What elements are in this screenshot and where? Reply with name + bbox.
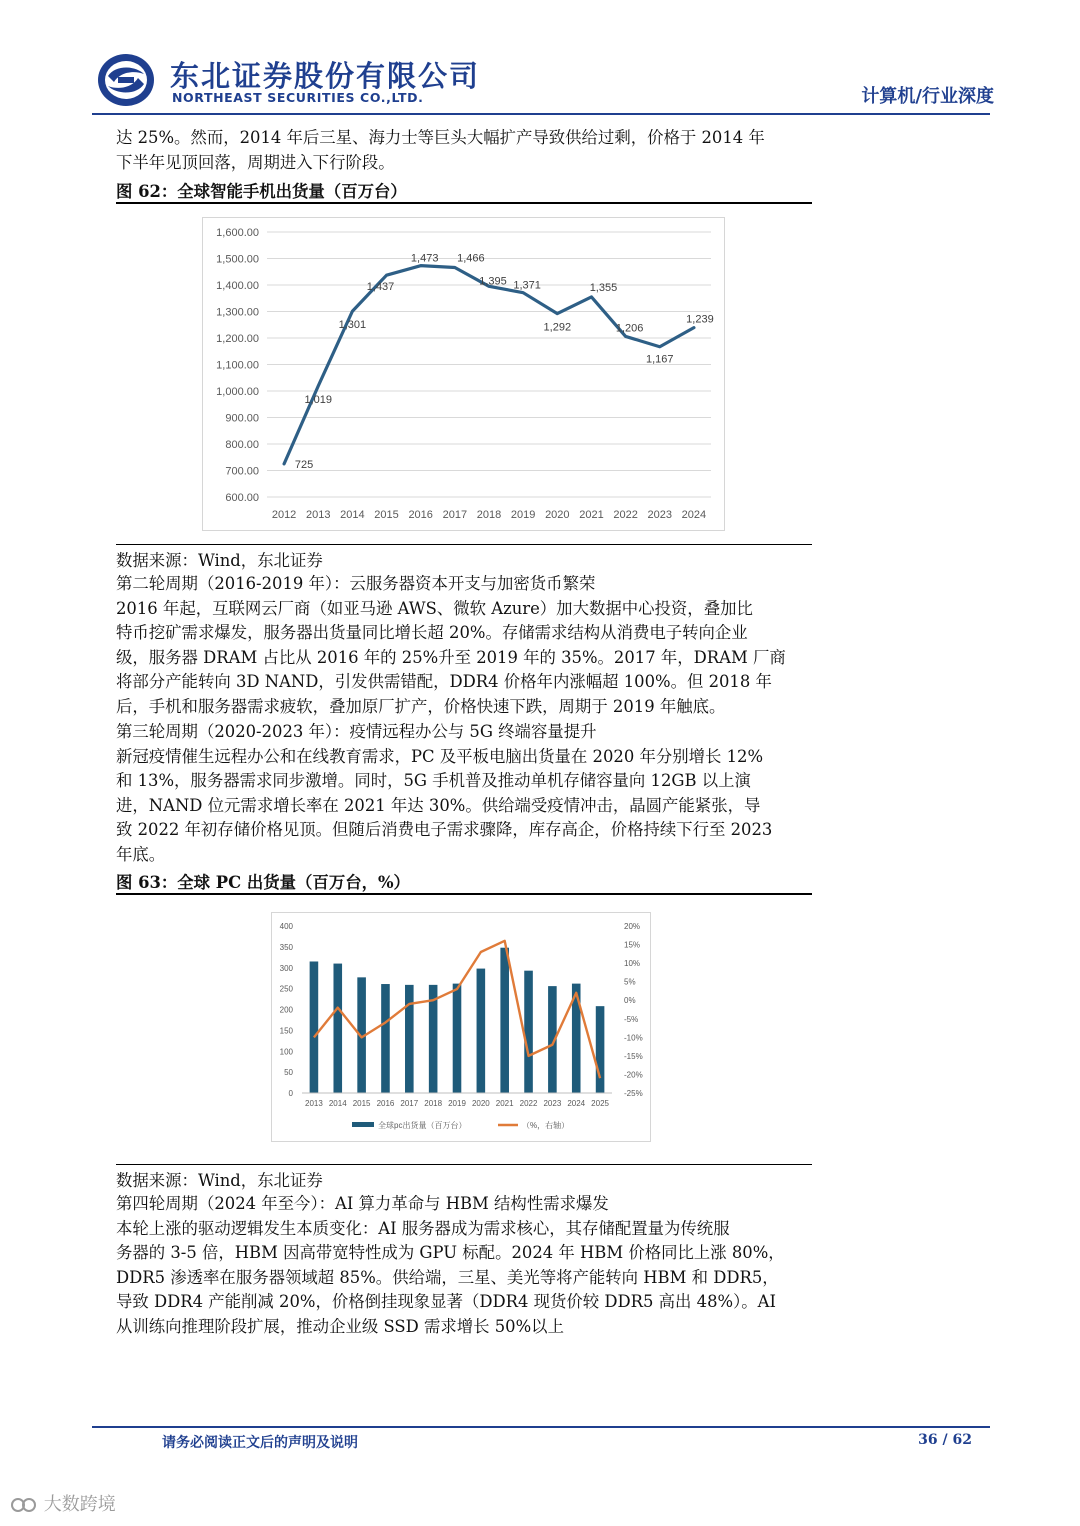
- data-label: 1,437: [366, 281, 395, 294]
- figure-63-bottom-rule: [116, 1164, 812, 1165]
- y-tick-label: 900.00: [225, 412, 259, 425]
- smartphone-shipments-line-chart: [203, 218, 724, 530]
- dashujk-logo-icon: [10, 1495, 38, 1515]
- y-right-tick-label: 15%: [624, 940, 641, 950]
- y-tick-label: 1,100.00: [216, 359, 259, 372]
- y-tick-label: 600.00: [225, 492, 259, 504]
- y-left-tick-label: 350: [279, 942, 293, 952]
- x-tick-label: 2023: [543, 1099, 562, 1108]
- y-left-tick-label: 0: [288, 1089, 293, 1098]
- y-left-tick-label: 200: [279, 1005, 293, 1015]
- company-logo: [96, 52, 156, 108]
- y-tick-label: 1,400.00: [216, 280, 259, 292]
- text-line: 进，NAND 位元需求增长率在 2021 年达 30%。供给端受疫情冲击，晶圆产能紧张，导: [116, 795, 761, 815]
- x-tick-label: 2014: [340, 509, 365, 521]
- data-label: 725: [294, 458, 314, 471]
- company-name-en: NORTHEAST SECURITIES CO.,LTD.: [172, 90, 424, 105]
- round2-section: [116, 572, 830, 720]
- x-tick-label: 2024: [681, 509, 707, 521]
- watermark-text: 大数跨境: [43, 1494, 116, 1515]
- figure-63-source: 数据来源：Wind，东北证券: [116, 1171, 323, 1190]
- round2-heading: 第二轮周期（2016-2019 年）：云服务器资本开支与加密货币繁荣: [116, 574, 596, 593]
- y-tick-label: 1,300.00: [216, 306, 259, 319]
- bar: [477, 969, 486, 1093]
- x-tick-label: 2015: [352, 1099, 371, 1108]
- y-tick-label: 1,200.00: [216, 333, 259, 345]
- x-tick-label: 2022: [613, 509, 638, 521]
- text-line: DDR5 渗透率在服务器领域超 85%。供给端，三星、美光等将产能转向 HBM 和 DDR5，: [116, 1267, 779, 1287]
- bar: [500, 948, 509, 1093]
- chart-legend: [352, 1120, 569, 1131]
- data-label: 1,466: [457, 252, 485, 265]
- y-right-tick-label: 10%: [624, 959, 641, 969]
- round4-section: [116, 1192, 830, 1340]
- footer-disclaimer: 请务必阅读正文后的声明及说明: [162, 1435, 358, 1451]
- x-tick-label: 2013: [305, 1099, 323, 1108]
- x-tick-label: 2020: [471, 1099, 490, 1108]
- text-line: 务器的 3-5 倍，HBM 因高带宽特性成为 GPU 标配。2024 年 HBM 价格同比上涨 80%，: [116, 1243, 785, 1263]
- text-line: 级，服务器 DRAM 占比从 2016 年的 25%升至 2019 年的 35%。2017 年，DRAM 厂商: [116, 647, 786, 667]
- x-tick-label: 2021: [579, 509, 604, 521]
- figure-62-chart: [202, 217, 725, 531]
- data-label: 1,292: [543, 321, 572, 334]
- bar: [310, 961, 319, 1093]
- bar: [524, 971, 533, 1093]
- x-tick-label: 2012: [271, 509, 297, 521]
- round3-section: [116, 720, 830, 868]
- y-tick-label: 1,600.00: [216, 227, 259, 239]
- figure-63-caption: 图 63：全球 PC 出货量（百万台，%）: [116, 873, 410, 892]
- x-tick-label: 2016: [376, 1099, 395, 1108]
- x-tick-label: 2016: [408, 509, 433, 521]
- intro-paragraph: [116, 126, 830, 175]
- y-left-tick-label: 250: [279, 984, 293, 994]
- bar: [596, 1006, 605, 1093]
- bar: [453, 984, 462, 1093]
- data-label: 1,355: [589, 281, 618, 294]
- x-tick-label: 2019: [510, 509, 536, 521]
- data-label: 1,371: [513, 279, 541, 292]
- figure-62-top-rule: [116, 202, 812, 204]
- x-tick-label: 2024: [567, 1099, 586, 1108]
- data-label: 1,239: [686, 313, 714, 326]
- y-left-tick-label: 50: [284, 1068, 293, 1078]
- text-line: 2016 年起，互联网云厂商（如亚马逊 AWS、微软 Azure）加大数据中心投资，叠加比: [116, 598, 753, 618]
- figure-62-caption: 图 62：全球智能手机出货量（百万台）: [116, 182, 407, 201]
- text-line: 下半年见顶回落，周期进入下行阶段。: [116, 152, 395, 172]
- y-left-tick-label: 300: [279, 963, 293, 973]
- data-label: 1,167: [646, 353, 674, 366]
- x-tick-label: 2019: [448, 1099, 466, 1108]
- figure-62-bottom-rule: [116, 544, 812, 545]
- text-line: 本轮上涨的驱动逻辑发生本质变化：AI 服务器成为需求核心，其存储配置量为传统服: [116, 1218, 730, 1238]
- legend-bar-label: 全球pc出货量（百万台）: [378, 1121, 467, 1130]
- legend-line-label: （%，右轴）: [522, 1121, 570, 1130]
- text-line: 导致 DDR4 产能削减 20%，价格倒挂现象显著（DDR4 现货价较 DDR5 高出 48%）。AI: [116, 1292, 776, 1312]
- data-label: 1,019: [304, 393, 332, 406]
- text-line: 将部分产能转向 3D NAND，引发供需错配，DDR4 价格年内涨幅超 100%。但 2018 年: [116, 672, 772, 692]
- y-right-tick-label: -20%: [624, 1070, 643, 1080]
- section-tag: 计算机/行业深度: [861, 86, 994, 107]
- legend-bar-swatch: [352, 1122, 374, 1127]
- y-right-tick-label: 5%: [624, 977, 636, 987]
- x-tick-label: 2015: [374, 509, 399, 521]
- bar: [381, 984, 390, 1093]
- x-tick-label: 2014: [328, 1099, 347, 1108]
- text-line: 和 13%，服务器需求同步激增。同时，5G 手机普及推动单机存储容量向 12GB 以上演: [116, 771, 751, 791]
- northeast-securities-logo-icon: [96, 52, 156, 108]
- text-line: 新冠疫情催生远程办公和在线教育需求，PC 及平板电脑出货量在 2020 年分别增长 12%: [116, 746, 764, 766]
- text-line: 从训练向推理阶段扩展，推动企业级 SSD 需求增长 50%以上: [116, 1316, 564, 1336]
- y-left-tick-label: 150: [279, 1026, 293, 1036]
- text-line: 特币挖矿需求爆发，服务器出货量同比增长超 20%。存储需求结构从消费电子转向企业: [116, 623, 748, 643]
- bar: [333, 964, 342, 1093]
- text-line: 后，手机和服务器需求疲软，叠加原厂扩产，价格快速下跌，周期于 2019 年触底。: [116, 696, 726, 716]
- x-tick-label: 2013: [305, 509, 331, 521]
- text-line: 达 25%。然而，2014 年后三星、海力士等巨头大幅扩产导致供给过剩，价格于 2014 年: [116, 128, 765, 147]
- y-right-tick-label: -25%: [624, 1089, 643, 1098]
- x-tick-label: 2022: [519, 1099, 538, 1108]
- round3-heading: 第三轮周期（2020-2023 年）：疫情远程办公与 5G 终端容量提升: [116, 722, 597, 741]
- y-right-tick-label: -10%: [624, 1033, 643, 1043]
- page-number: 36 / 62: [918, 1432, 972, 1448]
- x-tick-label: 2020: [545, 509, 570, 521]
- y-tick-label: 800.00: [225, 439, 259, 451]
- figure-63-chart: [271, 912, 651, 1142]
- y-right-tick-label: -5%: [624, 1014, 639, 1024]
- y-right-tick-label: 20%: [624, 922, 641, 931]
- x-tick-label: 2017: [442, 509, 468, 521]
- y-tick-label: 1,500.00: [216, 253, 259, 266]
- x-tick-label: 2021: [495, 1099, 514, 1108]
- x-tick-label: 2025: [591, 1099, 609, 1108]
- company-name-cn: 东北证券股份有限公司: [170, 59, 481, 93]
- footer-divider: [92, 1426, 990, 1428]
- text-line: 致 2022 年初存储价格见顶。但随后消费电子需求骤降，库存高企，价格持续下行至 2023: [116, 820, 773, 840]
- x-tick-label: 2023: [647, 509, 673, 521]
- y-tick-label: 700.00: [225, 465, 259, 478]
- figure-62-source: 数据来源：Wind，东北证券: [116, 551, 323, 570]
- x-tick-label: 2018: [476, 509, 502, 521]
- round4-heading: 第四轮周期（2024 年至今）：AI 算力革命与 HBM 结构性需求爆发: [116, 1194, 609, 1213]
- x-tick-label: 2017: [400, 1099, 419, 1108]
- y-left-tick-label: 400: [279, 922, 293, 931]
- header-divider: [92, 113, 990, 115]
- pc-shipments-bar-line-chart: [272, 913, 650, 1141]
- y-tick-label: 1,000.00: [216, 386, 259, 398]
- text-line: 年底。: [116, 844, 166, 864]
- data-label: 1,395: [479, 275, 507, 288]
- data-label: 1,301: [338, 319, 367, 332]
- y-left-tick-label: 100: [279, 1047, 293, 1057]
- watermark: [10, 1490, 116, 1516]
- figure-63-top-rule: [116, 893, 812, 895]
- data-label: 1,473: [410, 252, 439, 265]
- y-right-tick-label: 0%: [624, 996, 636, 1006]
- bar: [405, 985, 414, 1093]
- x-tick-label: 2018: [424, 1099, 443, 1108]
- data-label: 1,206: [615, 322, 644, 335]
- y-right-tick-label: -15%: [624, 1051, 643, 1061]
